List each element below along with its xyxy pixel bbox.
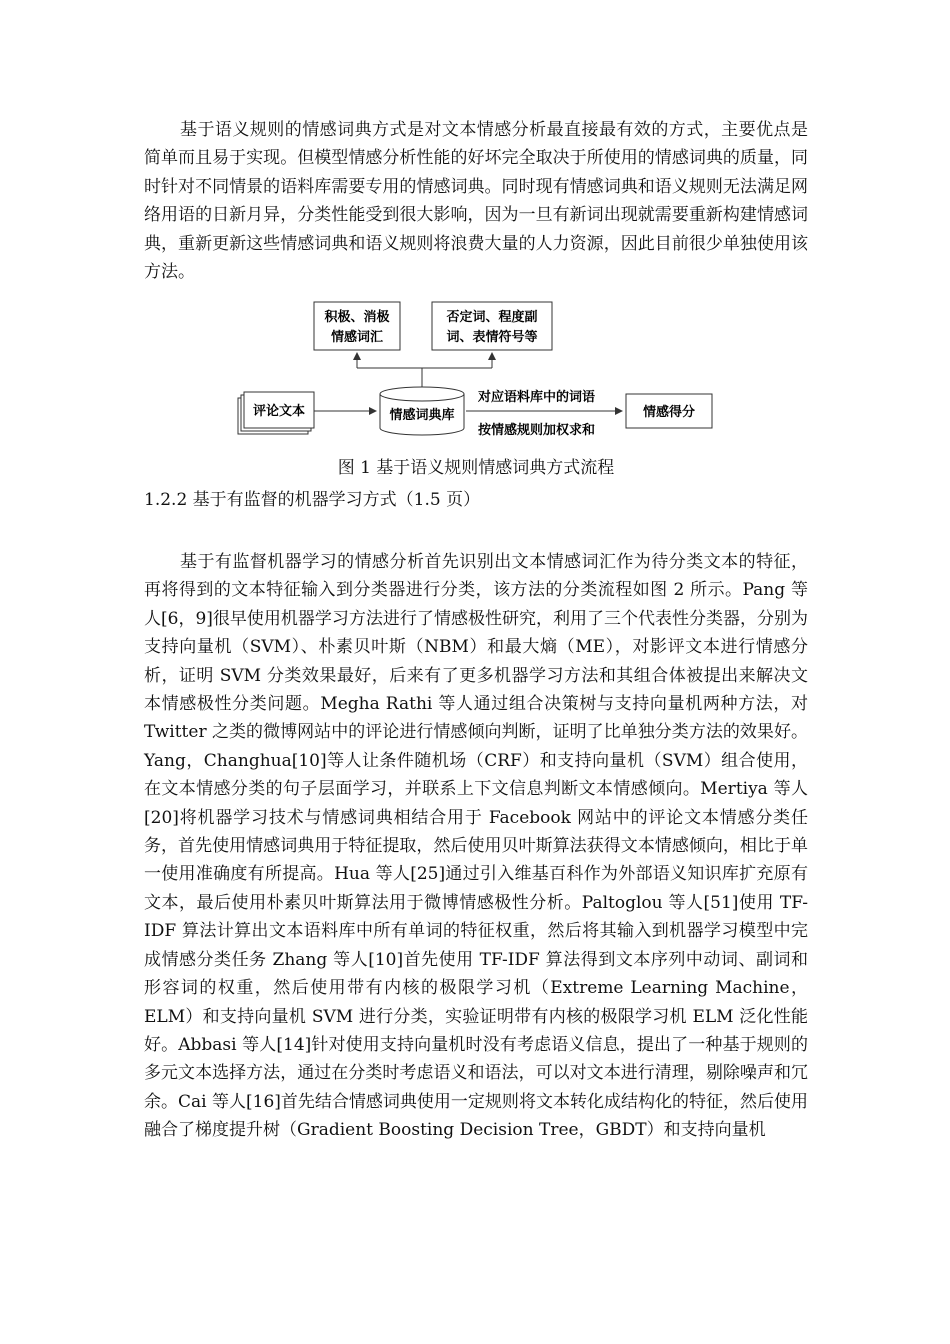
box-positive-negative-line2: 情感词汇 bbox=[330, 330, 384, 345]
cylinder-sentiment-dictionary-label: 情感词典库 bbox=[389, 408, 455, 423]
box-positive-negative-line1: 积极、消极 bbox=[324, 310, 390, 325]
box-negation-line1: 否定词、程度副 bbox=[446, 310, 538, 325]
paragraph-supervised-ml: 基于有监督机器学习的情感分析首先识别出文本情感词汇作为待分类文本的特征，再将得到的文本特征输入到分类器进行分类，该方法的分类流程如图 2 所示。Pang 等人[6，9]很早使用机器学习方法进行了情感极性研究，利用了三个代表性分类器，分别为支持向量机（SVM）、朴素贝叶斯（NBM）和最大熵（ME），对影评文本进行情感分析，证明 SVM 分类效果最好，后来有了更多机器学习方法和其组合体被提出来解决文本情感极性分类问题。Megha Rathi 等人通过组合决策树与支持向量机两种方法，对 Twitter 之类的微博网站中的评论进行情感倾向判断，证明了比单独分类方法的效果好。Yang，Changhua[10]等人让条件随机场（CRF）和支持向量机（SVM）组合使用，在文本情感分类的句子层面学习，并联系上下文信息判断文本情感倾向。Mertiya 等人[20]将机器学习技术与情感词典相结合用于 Facebook 网站中的评论文本情感分类任务，首先使用情感词典用于特征提取，然后使用贝叶斯算法获得文本情感倾向，相比于单一使用准确度有所提高。Hua 等人[25]通过引入维基百科作为外部语义知识库扩充原有文本，最后使用朴素贝叶斯算法用于微博情感极性分析。Paltoglou 等人[51]使用 TF-IDF 算法计算出文本语料库中所有单词的特征权重，然后将其输入到机器学习模型中完成情感分类任务 Zhang 等人[10]首先使用 TF-IDF 算法得到文本序列中动词、副词和形容词的权重，然后使用带有内核的极限学习机（Extreme Learning Machine，ELM）和支持向量机 SVM 进行分类，实验证明带有内核的极限学习机 ELM 泛化性能好。Abbasi 等人[14]针对使用支持向量机时没有考虑语义信息，提出了一种基于规则的多元文本选择方法，通过在分类时考虑语义和语法，可以对文本进行清理，剔除噪声和冗余。Cai 等人[16]首先结合情感词典使用一定规则将文本转化成结构化的特征，然后使用融合了梯度提升树（Gradient Boosting Decision Tree，GBDT）和支持向量机 bbox=[144, 552, 808, 1141]
connector-lines bbox=[357, 353, 492, 388]
box-comment-text-label: 评论文本 bbox=[252, 404, 306, 419]
edge-label-line1: 对应语料库中的词语 bbox=[478, 390, 596, 405]
edge-label-line2: 按情感规则加权求和 bbox=[478, 423, 596, 438]
box-negation-line2: 词、表情符号等 bbox=[446, 330, 538, 345]
paragraph-intro: 基于语义规则的情感词典方式是对文本情感分析最直接最有效的方式，主要优点是简单而且易于实现。但模型情感分析性能的好坏完全取决于所使用的情感词典的质量，同时针对不同情景的语料库需要专用的情感词典。同时现有情感词典和语义规则无法满足网络用语的日新月异，分类性能受到很大影响，因为一旦有新词出现就需要重新构建情感词典，重新更新这些情感词典和语义规则将浪费大量的人力资源，因此目前很少单独使用该方法。 bbox=[144, 120, 808, 283]
section-heading: 1.2.2 基于有监督的机器学习方式（1.5 页） bbox=[144, 490, 481, 510]
box-sentiment-score-label: 情感得分 bbox=[642, 405, 696, 420]
flowchart-figure-1 bbox=[232, 298, 732, 458]
figure-caption: 图 1 基于语义规则情感词典方式流程 bbox=[337, 458, 615, 478]
